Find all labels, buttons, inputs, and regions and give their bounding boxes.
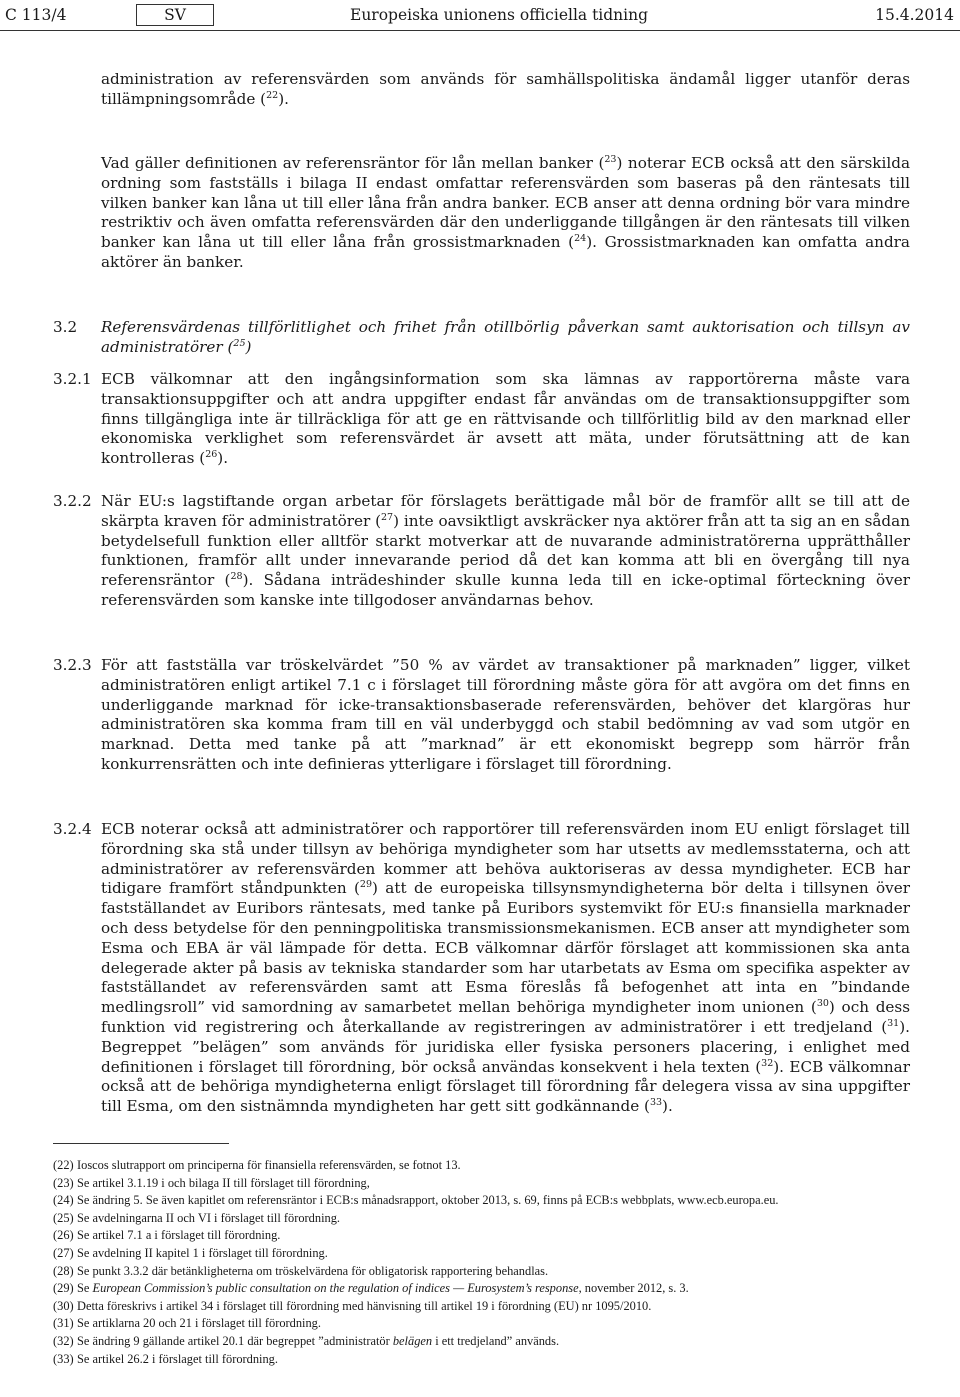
language-badge: SV — [136, 4, 214, 26]
paragraph-3-2-2: När EU:s lagstiftande organ arbetar för förslagets berättigade mål bör de framför allt se till att de skärpta kraven för administratörer ($^{27}$) inte oavsiktligt avskräcker nya aktörer från att ta sig an en sådan betydelsefull funktion eller alltför starkt motverkar att de nuvarande administratörerna upprätthåller funktionen, framför allt under innevarande period då det kan komma att bli en övergång till nya referensräntor ($^{28}$). Sådana inträdeshinder skulle kunna leda till en icke-optimal förteckning över referensvärden som kanske inte tillgodoser användarnas behov. — [101, 492, 910, 609]
journal-date: 15.4.2014 — [875, 6, 954, 24]
footnote: (32) Se ändring 9 gällande artikel 20.1 där begreppet ”administratör belägen i ett tredjeland” används. — [53, 1333, 560, 1348]
footnote: (23) Se artikel 3.1.19 i och bilaga II till förslaget till förordning, — [53, 1175, 370, 1190]
footnote: (33) Se artikel 26.2 i förslaget till förordning. — [53, 1351, 278, 1366]
section-number: 3.2 — [53, 318, 78, 336]
paragraph-number: 3.2.2 — [53, 492, 92, 510]
paragraph-number: 3.2.4 — [53, 820, 92, 838]
footnote: (25) Se avdelningarna II och VI i förslaget till förordning. — [53, 1210, 340, 1225]
intro-paragraph-2: Vad gäller definitionen av referensräntor för lån mellan banker ($^{23}$) noterar ECB också att den särskilda ordning som fastställs i bilaga II endast omfattar referensvärden som baseras på den räntesats till vilken banker kan låna ut till eller låna från andra banker. ECB anser att denna ordning bör vara mindre restriktiv och även omfatta referensvärden där den underliggande tillgången är den räntesats till vilken banker kan låna ut till eller låna från grossistmarknaden ($^{24}$). Grossistmarknaden kan omfatta andra aktörer än banker. — [101, 153, 910, 271]
intro-paragraph-1: administration av referensvärden som används för samhällspolitiska ändamål ligger utanför deras tillämpningsområde ($^{22}$). — [101, 70, 910, 108]
footnote: (30) Detta föreskrivs i artikel 34 i förslaget till förordning med hänvisning till artikel 19 i förordning (EU) nr 1095/2010. — [53, 1298, 652, 1313]
section-title: Referensvärdenas tillförlitlighet och frihet från otillbörlig påverkan samt auktorisation och tillsyn av administratörer ($^{25}$) — [101, 318, 910, 356]
footnote: (31) Se artiklarna 20 och 21 i förslaget till förordning. — [53, 1316, 321, 1331]
footnote-rule — [53, 1143, 229, 1144]
footnote: (26) Se artikel 7.1 a i förslaget till förordning. — [53, 1228, 281, 1243]
paragraph-number: 3.2.1 — [53, 370, 92, 388]
footnote: (22) Ioscos slutrapport om principerna för finansiella referensvärden, se fotnot 13. — [53, 1158, 461, 1172]
footnote: (29) Se European Commission’s public consultation on the regulation of indices — Eurosystem’s response, november 2012, s. 3. — [53, 1281, 689, 1296]
journal-title: Europeiska unionens officiella tidning — [350, 6, 649, 24]
paragraph-number: 3.2.3 — [53, 656, 92, 674]
paragraph-3-2-4: ECB noterar också att administratörer och rapportörer till referensvärden inom EU enligt förslaget till förordning ska stå under tillsyn av behöriga myndigheter som har utsetts av medlemsstaterna, och att administratörer av referensvärden kommer att behöva auktoriseras av dessa myndigheter. ECB har tidigare framfört ståndpunkten ($^{29}$) att de europeiska tillsynsmyndigheterna bör delta i tillsynen över fastställandet av Euribors räntesats, med tanke på Euribors systemvikt för EU:s finansiella marknader och dess betydelse för den penningpolitiska transmissionsmekanismen. ECB anser att myndigheter som Esma och EBA är väl lämpade för detta. ECB välkomnar därför förslaget att kommissionen ska anta delegerade akter på basis av tekniska standarder som har utarbetats av Esma om specifika aspekter av fastställandet av referensvärden samt att Esma föreslås få befogenhet att inta en ”bindande medlingsroll” vid samordning av samarbetet mellan behöriga myndigheter inom unionen ($^{30}$) och dess funktion vid registrering och återkallande av registreringen av administratörer i ett tredjeland ($^{31}$). Begreppet ”belägen” som används för juridiska eller fysiska personers placering, i enlighet med definitionen i förslaget till förordning, bör också användas konsekvent i hela texten ($^{32}$). ECB välkomnar också att de behöriga myndigheterna enligt förslaget till förordning får delegera vissa av sina uppgifter till Esma, om den sistnämnda myndigheten har gett sitt godkännande ($^{33}$). — [101, 820, 910, 1116]
journal-code: C 113/4 — [5, 6, 67, 24]
page-header — [0, 4, 960, 26]
footnote: (27) Se avdelning II kapitel 1 i förslaget till förordning. — [53, 1245, 328, 1260]
footnote: (24) Se ändring 5. Se även kapitlet om referensräntor i ECB:s månadsrapport, oktober 2013, s. 69, finns på ECB:s webbplats, www.ecb.europa.eu. — [53, 1193, 779, 1208]
paragraph-3-2-3: För att fastställa var tröskelvärdet ”50 % av värdet av transaktioner på marknaden” ligger, vilket administratören enligt artikel 7.1 c i förslaget till förordning måste göra för att avgöra om det finns en underliggande marknad för icke-transaktionsbaserade referensvärden, behöver det klargöras hur administratören ska komma fram till en väl underbyggd och stabil bedömning av vad som utgör en marknad. Detta med tanke på att ”marknad” är ett ekonomiskt begrepp som härrör från konkurrensrätten och inte definieras ytterligare i förslaget till förordning. — [101, 656, 910, 773]
header-rule — [0, 30, 960, 31]
footnotes — [53, 1157, 910, 1368]
paragraph-3-2-1: ECB välkomnar att den ingångsinformation som ska lämnas av rapportörerna måste vara transaktionsuppgifter och att andra uppgifter endast får användas om de transaktionsuppgifter som finns tillgängliga inte är tillräckliga för att ge en rättvisande och tillförlitlig bild av den marknad eller ekonomiska verklighet som referensvärdet är avsett att mäta, under förutsättning att de kan kontrolleras ($^{26}$). — [101, 370, 910, 468]
footnote: (28) Se punkt 3.3.2 där betänkligheterna om tröskelvärdena för obligatorisk rapportering behandlas. — [53, 1263, 549, 1278]
